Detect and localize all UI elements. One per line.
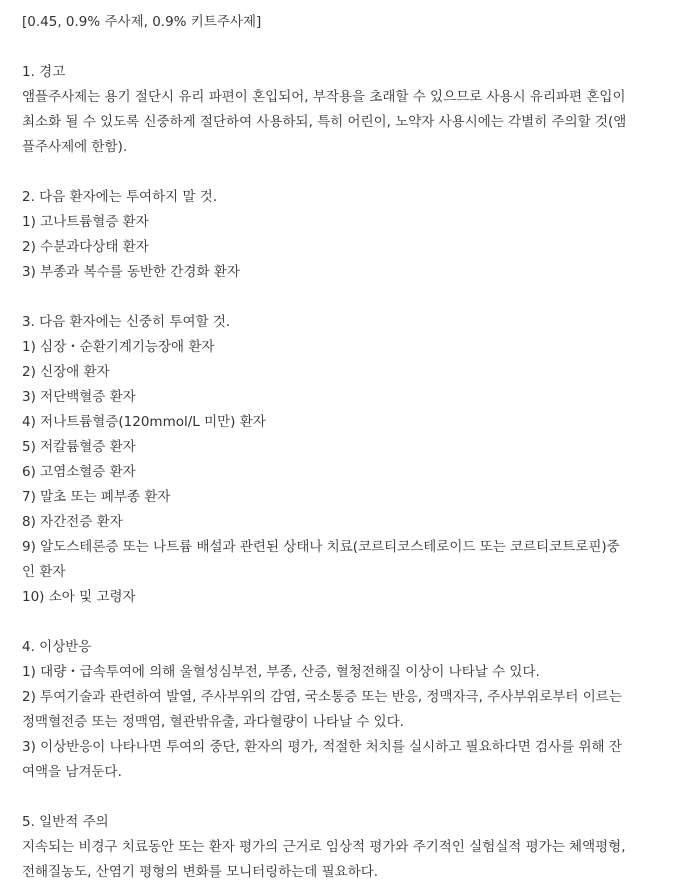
list-item: 1) 심장・순환기계기능장애 환자 bbox=[22, 339, 215, 355]
list-item: 7) 말초 또는 폐부종 환자 bbox=[22, 489, 171, 505]
list-item-continued: 정맥혈전증 또는 정맥염, 혈관밖유출, 과다혈량이 나타날 수 있다. bbox=[22, 714, 404, 730]
section-heading: 2. 다음 환자에는 투여하지 말 것. bbox=[22, 189, 218, 205]
list-item: 2) 신장애 환자 bbox=[22, 364, 110, 380]
title-line: [0.45, 0.9% 주사제, 0.9% 키트주사제] bbox=[22, 14, 262, 30]
body-line: 전해질농도, 산염기 평형의 변화를 모니터링하는데 필요하다. bbox=[22, 864, 379, 880]
body-line: 지속되는 비경구 치료동안 또는 환자 평가의 근거로 임상적 평가와 주기적인 실험실적 평가는 체액평형, bbox=[22, 839, 626, 855]
body-line: 플주사제에 한함). bbox=[22, 139, 128, 155]
list-item: 1) 고나트륨혈증 환자 bbox=[22, 214, 149, 230]
list-item: 4) 저나트륨혈증(120mmol/L 미만) 환자 bbox=[22, 414, 266, 430]
list-item-continued: 인 환자 bbox=[22, 564, 66, 580]
list-item: 2) 수분과다상태 환자 bbox=[22, 239, 149, 255]
list-item: 8) 자간전증 환자 bbox=[22, 514, 123, 530]
list-item: 10) 소아 및 고령자 bbox=[22, 589, 136, 605]
section-heading: 3. 다음 환자에는 신중히 투여할 것. bbox=[22, 314, 231, 330]
body-line: 앰플주사제는 용기 절단시 유리 파편이 혼입되어, 부작용을 초래할 수 있으므로 사용시 유리파편 혼입이 bbox=[22, 89, 626, 105]
list-item-continued: 여액을 남겨둔다. bbox=[22, 764, 122, 780]
list-item: 5) 저칼륨혈증 환자 bbox=[22, 439, 136, 455]
list-item: 6) 고염소혈증 환자 bbox=[22, 464, 136, 480]
section-heading: 4. 이상반응 bbox=[22, 639, 92, 655]
list-item: 3) 부종과 복수를 동반한 간경화 환자 bbox=[22, 264, 240, 280]
body-line: 최소화 될 수 있도록 신중하게 절단하여 사용하되, 특히 어린이, 노약자 사용시에는 각별히 주의할 것(앰 bbox=[22, 114, 627, 130]
section-heading: 5. 일반적 주의 bbox=[22, 814, 109, 830]
list-item: 9) 알도스테론증 또는 나트륨 배설과 관련된 상태나 치료(코르티코스테로이드 또는 코르티코트로핀)중 bbox=[22, 539, 620, 555]
section-heading: 1. 경고 bbox=[22, 64, 66, 80]
list-item: 1) 대량・급속투여에 의해 울혈성심부전, 부종, 산증, 혈청전해질 이상이 나타날 수 있다. bbox=[22, 664, 540, 680]
list-item: 3) 저단백혈증 환자 bbox=[22, 389, 136, 405]
list-item: 2) 투여기술과 관련하여 발열, 주사부위의 감염, 국소통증 또는 반응, 정맥자극, 주사부위로부터 이르는 bbox=[22, 689, 622, 705]
list-item: 3) 이상반응이 나타나면 투여의 중단, 환자의 평가, 적절한 처치를 실시하고 필요하다면 검사를 위해 잔 bbox=[22, 739, 622, 755]
